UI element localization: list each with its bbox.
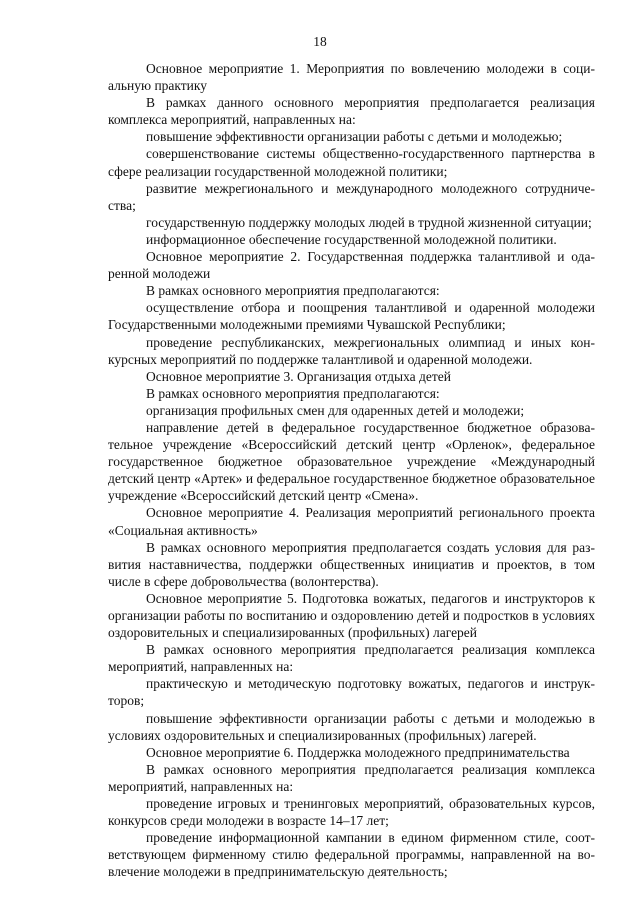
paragraph: В рамках данного основного мероприятия предполагается реализация комплекса мероприятий, направленных на: bbox=[108, 95, 595, 128]
paragraph: осуществление отбора и поощрения талантливой и одаренной молодежи Государственными молодежными премиями Чувашской Республики; bbox=[108, 300, 595, 333]
paragraph: направление детей в федеральное государственное бюджетное образовательное учреждение «Всероссийский детский центр «Орленок», федеральное государственное бюджетное образовательное учреждение «Международный детский центр «Артек» и федеральное государственное бюджетное образовательное учреждение «Всероссийский детский центр «Смена». bbox=[108, 419, 595, 504]
paragraph: совершенствование системы общественно-государственного партнерства в сфере реализации государственной молодежной политики; bbox=[108, 146, 595, 179]
paragraph: Основное мероприятие 3. Организация отдыха детей bbox=[146, 368, 452, 384]
paragraph: государственную поддержку молодых людей в трудной жизненной ситуации; bbox=[146, 214, 592, 230]
paragraph: Основное мероприятие 2. Государственная поддержка талантливой и одаренной молодежи bbox=[108, 249, 595, 282]
paragraph: Основное мероприятие 5. Подготовка вожатых, педагогов и инструкторов к организации работы по воспитанию и оздоровлению детей и подростков в условиях оздоровительных и специализированных (профильных) лагерей bbox=[108, 590, 595, 641]
paragraph: Основное мероприятие 6. Поддержка молодежного предпринимательства bbox=[146, 744, 570, 760]
paragraph: Основное мероприятие 1. Мероприятия по вовлечению молодежи в социальную практику bbox=[108, 61, 595, 94]
paragraph: В рамках основного мероприятия предполагается реализация комплекса мероприятий, направленных на: bbox=[108, 761, 595, 794]
paragraph: повышение эффективности организации работы с детьми и молодежью в условиях оздоровительных и специализированных (профильных) лагерей. bbox=[108, 710, 595, 743]
paragraph: В рамках основного мероприятия предполагается создать условия для развития наставничества, поддержки общественных инициатив и проектов, в том числе в сфере добровольчества (волонтерства). bbox=[108, 539, 595, 589]
document-body bbox=[108, 60, 595, 881]
paragraph: повышение эффективности организации работы с детьми и молодежью; bbox=[146, 129, 563, 145]
paragraph: Основное мероприятие 4. Реализация мероприятий регионального проекта «Социальная активность» bbox=[108, 505, 595, 538]
paragraph: В рамках основного мероприятия предполагается реализация комплекса мероприятий, направленных на: bbox=[108, 642, 595, 675]
paragraph: информационное обеспечение государственной молодежной политики. bbox=[146, 231, 557, 247]
paragraph: развитие межрегионального и международного молодежного сотрудничества; bbox=[108, 180, 595, 213]
paragraph: В рамках основного мероприятия предполагаются: bbox=[146, 385, 440, 401]
page-number: 18 bbox=[313, 34, 327, 49]
paragraph: проведение республиканских, межрегиональных олимпиад и иных конкурсных мероприятий по поддержке талантливой и одаренной молодежи. bbox=[108, 334, 595, 367]
paragraph: проведение игровых и тренинговых мероприятий, образовательных курсов, конкурсов среди молодежи в возрасте 14–17 лет; bbox=[108, 796, 595, 829]
paragraph: проведение информационной кампании в едином фирменном стиле, соответствующем фирменному стилю федеральной программы, направленной на вовлечение молодежи в предпринимательскую деятельность; bbox=[108, 830, 595, 880]
paragraph: В рамках основного мероприятия предполагаются: bbox=[146, 283, 440, 299]
paragraph: организация профильных смен для одаренных детей и молодежи; bbox=[146, 402, 525, 418]
paragraph: практическую и методическую подготовку вожатых, педагогов и инструкторов; bbox=[108, 676, 595, 709]
